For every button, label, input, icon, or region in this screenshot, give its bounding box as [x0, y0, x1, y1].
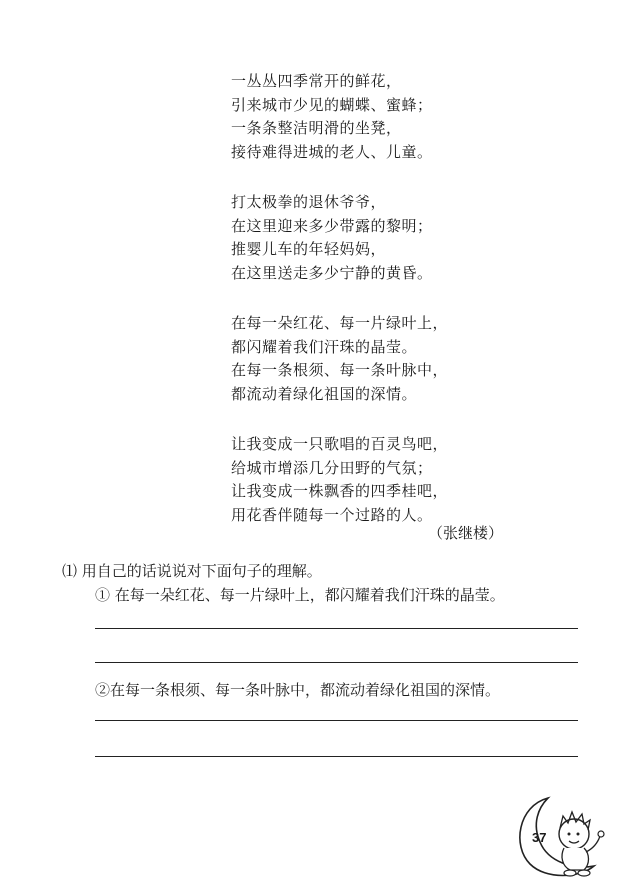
answer-line[interactable] — [95, 756, 578, 757]
poem-line: 引来城市少见的蝴蝶、蜜蜂； — [231, 95, 433, 114]
poem-line: 给城市增添几分田野的气氛； — [231, 458, 433, 477]
poem — [231, 70, 531, 554]
poem-line: 用花香伴随每一个过路的人。 — [231, 505, 433, 524]
exercise-question: ⑴ 用自己的话说说对下面句子的理解。 — [62, 562, 322, 580]
poem-line: 一条条整洁明滑的坐凳， — [231, 119, 402, 137]
poem-line: 接待难得进城的老人、儿童。 — [231, 142, 433, 161]
poem-line: 在这里送走多少宁静的黄昏。 — [231, 263, 433, 282]
exercise-sub-question-1: ① 在每一朵红花、每一片绿叶上，都闪耀着我们汗珠的晶莹。 — [95, 586, 505, 604]
poem-author: （张继楼） — [428, 524, 504, 542]
poem-line: 一丛丛四季常开的鲜花， — [231, 72, 402, 90]
poem-line: 都流动着绿化祖国的深情。 — [231, 384, 418, 403]
poem-line: 让我变成一只歌唱的百灵鸟吧， — [231, 435, 449, 453]
poem-stanza-4 — [231, 433, 531, 527]
answer-line[interactable] — [95, 628, 578, 629]
poem-line: 打太极拳的退休爷爷， — [231, 193, 387, 211]
poem-stanza-2 — [231, 191, 531, 285]
poem-line: 在每一条根须、每一条叶脉中， — [231, 361, 449, 379]
cartoon-boy-moon-icon — [508, 790, 618, 880]
answer-line[interactable] — [95, 720, 578, 721]
poem-stanza-3 — [231, 312, 531, 406]
poem-line: 在这里迎来多少带露的黎明； — [231, 216, 433, 235]
poem-line: 让我变成一株飘香的四季桂吧， — [231, 482, 449, 500]
poem-line: 都闪耀着我们汗珠的晶莹。 — [231, 337, 418, 356]
answer-line[interactable] — [95, 662, 578, 663]
poem-line: 在每一朵红花、每一片绿叶上， — [231, 314, 449, 332]
poem-line: 推婴儿车的年轻妈妈， — [231, 240, 387, 258]
exercise-sub-question-2: ②在每一条根须、每一条叶脉中，都流动着绿化祖国的深情。 — [95, 681, 501, 699]
poem-stanza-1 — [231, 70, 531, 164]
page-number: 37 — [532, 830, 547, 845]
